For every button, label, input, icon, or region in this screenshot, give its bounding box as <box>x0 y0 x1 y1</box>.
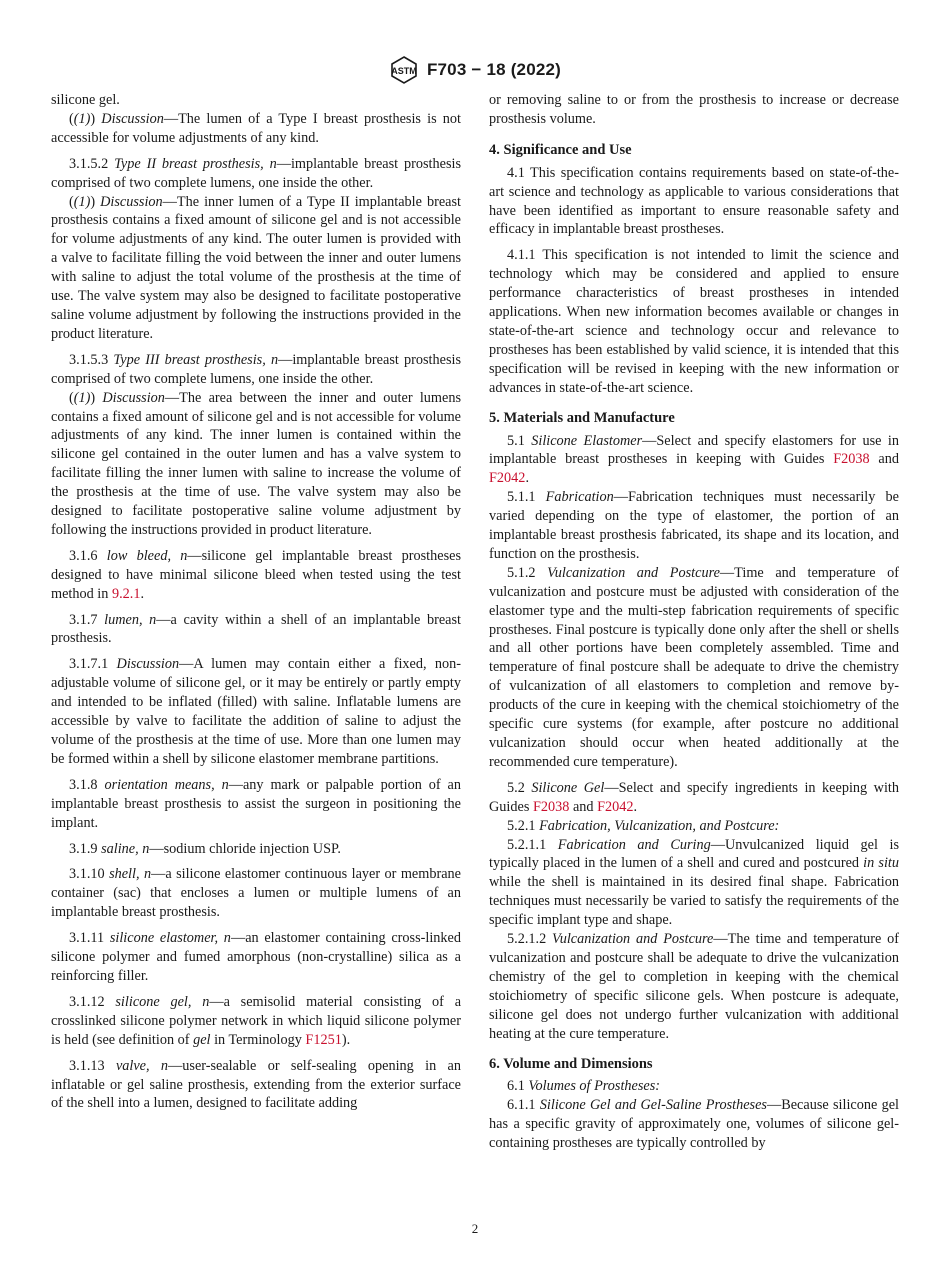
standard-link[interactable]: F2042 <box>597 798 634 815</box>
page-header <box>0 56 950 84</box>
paragraph: 3.1.10 shell, n—a silicone elastomer continuous layer or membrane container (sac) that encloses a lumen or multiple lumens of an implantable breast prosthesis. <box>51 866 461 921</box>
paragraph: ((1)) Discussion—The area between the inner and outer lumens contains a fixed amount of silicone gel and is not accessible for volume adjustments of any kind. The inner lumen is contained within the silicone gel contained in the outer lumen and has a valve system to facilitate filling the inner lumen with saline to increase the volume of the prosthesis at the time of use. The valve system may also be designed to facilitate postoperative saline volume adjustment by following the instructions provided in product literature. <box>51 389 461 538</box>
left-column <box>51 91 461 1113</box>
standard-link[interactable]: F1251 <box>305 1031 342 1048</box>
paragraph: 3.1.11 silicone elastomer, n—an elastomer containing cross-linked silicone polymer and fumed amorphous (non-crystalline) silica as a reinforcing filler. <box>51 930 462 984</box>
paragraph: 3.1.13 valve, n—user-sealable or self-sealing opening in an inflatable or gel saline prosthesis, extending from the exterior surface of the shell into a lumen, designed to facilitate adding <box>51 1057 461 1112</box>
paragraph: 3.1.6 low bleed, n—silicone gel implantable breast prostheses designed to have minimal silicone bleed when tested using the test method in 9.2.1. <box>51 547 461 602</box>
paragraph: 6.1.1 Silicone Gel and Gel-Saline Prostheses—Because silicone gel has a specific gravity of approximately one, volumes of silicone gel-containing prostheses are typically controlled by <box>489 1097 900 1152</box>
standard-link[interactable]: F2038 <box>833 451 870 468</box>
paragraph: 3.1.9 saline, n—sodium chloride injection USP. <box>69 840 341 857</box>
paragraph: 3.1.7.1 Discussion—A lumen may contain either a fixed, non-adjustable volume of silicone gel, or it may be entirely or partly empty and intended to be inflated (filled) with saline. Inflatable lumens are accessible by valve to facilitate the addition of saline to adjust the volume of the prosthesis at the time of use. More than one lumen may be formed within a shell by silicone elastomer membrane partitions. <box>51 656 462 767</box>
document-title: F703 − 18 (2022) <box>426 60 562 79</box>
paragraph: 3.1.12 silicone gel, n—a semisolid material consisting of a crosslinked silicone polymer network in which liquid silicone polymer is held (see definition of gel in Terminology F1251). <box>51 993 462 1048</box>
paragraph: 5.2 Silicone Gel—Select and specify ingredients in keeping with Guides F2038 and F2042. <box>489 779 900 815</box>
paragraph: ((1)) Discussion—The inner lumen of a Type II implantable breast prosthesis contains a fixed amount of silicone gel and is not accessible for volume adjustments of any kind. The outer lumen is provided with a valve to facilitate filling the void between the inner and outer lumens with saline to adjust the total volume of the prosthesis at the time of use. The valve system may also be designed to facilitate postoperative saline volume adjustment by following the instructions provided in the product literature. <box>51 193 461 342</box>
paragraph: 3.1.5.3 Type III breast prosthesis, n—implantable breast prosthesis comprised of two complete lumens, one inside the other. <box>51 351 462 387</box>
astm-logo-icon <box>389 55 419 85</box>
paragraph: silicone gel. <box>51 92 120 108</box>
standard-link[interactable]: F2038 <box>532 798 570 815</box>
paragraph: 5.2.1.1 Fabrication and Curing—Unvulcanized liquid gel is typically placed in the lumen of a shell and cured and postcured in situ while the shell is maintained in its desired final shape. Fabrication techniques must necessarily be varied to satisfy the requirements of the specific implant type and shape. <box>489 836 900 929</box>
paragraph: 3.1.7 lumen, n—a cavity within a shell of an implantable breast prosthesis. <box>51 611 462 647</box>
paragraph: 5.2.1.2 Vulcanization and Postcure—The time and temperature of vulcanization and postcure shall be adequate to drive the vulcanization chemistry of the gel to completion in keeping with the chemical stoichiometry of specific silicone gels. When postcure is adequate, silicone gel does not undergo further vulcanization with additional heating at the cure temperature. <box>489 931 899 1042</box>
paragraph: 4.1.1 This specification is not intended to limit the science and technology which may be considered and applied to ensure performance characteristics of breast prostheses in intended applications. When new information becomes available or changes in state-of-the-art science and technology occur and relevance to prostheses has been established by valid science, it is intended that this specification will be revised in keeping with the new information or advances in state-of-the-art science. <box>489 247 899 396</box>
section-link[interactable]: 9.2.1 <box>111 585 141 602</box>
paragraph: 4.1 This specification contains requirements based on state-of-the-art science and technology as applicable to various considerations that have been identified as important to ensure reasonable safety and efficacy in implantable breast prostheses. <box>489 164 899 238</box>
section-heading: 4. Significance and Use <box>489 141 632 158</box>
svg-text:ASTM: ASTM <box>391 66 417 76</box>
paragraph: ((1)) Discussion—The lumen of a Type I breast prosthesis is not accessible for volume adjustments of any kind. <box>51 110 461 146</box>
paragraph: 3.1.5.2 Type II breast prosthesis, n—implantable breast prosthesis comprised of two complete lumens, one inside the other. <box>51 155 461 191</box>
page-number: 2 <box>471 1221 479 1236</box>
paragraph: 5.1 Silicone Elastomer—Select and specify elastomers for use in implantable breast prostheses in keeping with Guides F2038 and F2042. <box>489 432 900 487</box>
paragraph: 5.2.1 Fabrication, Vulcanization, and Postcure: <box>507 817 780 834</box>
right-column <box>489 91 899 1153</box>
paragraph: 6.1 Volumes of Prostheses: <box>507 1078 661 1095</box>
paragraph: 3.1.8 orientation means, n—any mark or palpable portion of an implantable breast prosthesis to assist the surgeon in positioning the implant. <box>51 776 461 831</box>
standard-link[interactable]: F2042 <box>489 470 526 487</box>
paragraph: or removing saline to or from the prosthesis to increase or decrease prosthesis volume. <box>489 92 899 127</box>
paragraph: 5.1.1 Fabrication—Fabrication techniques must necessarily be varied depending on the type of elastomer, the portion of an implantable breast prosthesis fabricated, its shape and its location, and function on the prosthesis. <box>489 489 899 562</box>
section-heading: 5. Materials and Manufacture <box>489 409 675 426</box>
paragraph: 5.1.2 Vulcanization and Postcure—Time and temperature of vulcanization and postcure must be adjusted with consideration of the elastomer type and the multi-step fabrication requirements of specific prostheses. Final postcure is typically done only after the shell or shells and all other portions have been completely assembled. Time and temperature of final postcure shall be adequate to drive the chemistry of vulcanization of all elastomers to completion and remove by-products of the cure in keeping with the chemical stoichiometry of the specific cure systems (for example, after postcure no additional vulcanization should occur when heated additionally at the recommended cure temperature). <box>489 564 900 770</box>
section-heading: 6. Volume and Dimensions <box>489 1055 653 1072</box>
